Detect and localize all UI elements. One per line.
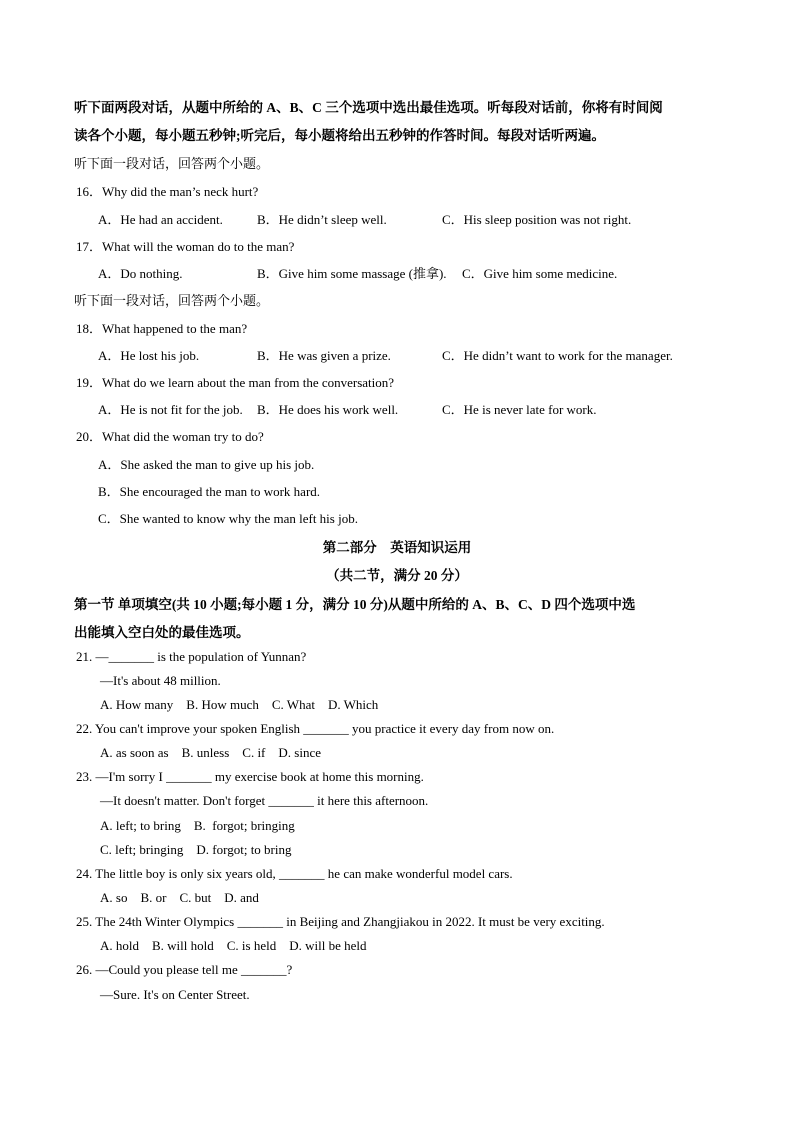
question-20-option-b: B．She encouraged the man to work hard. [98,484,321,499]
listening-instructions-line2: 读各个小题，每小题五秒钟;听完后，每小题将给出五秒钟的作答时间。每段对话听两遍。 [74,128,605,143]
question-24-options: A. so B. or C. but D. and [100,890,259,905]
question-16-stem: 16．Why did the man’s neck hurt? [76,184,259,199]
question-23-options-row2: C. left; bringing D. forgot; to bring [100,842,292,857]
question-19-option-b: B．He does his work well. [257,402,399,417]
question-16-option-c: C．His sleep position was not right. [442,212,632,227]
section1-instructions-line2: 出能填入空白处的最佳选项。 [74,625,250,640]
question-23-stem: 23. —I'm sorry I _______ my exercise book at home this morning. [76,769,424,784]
question-17-option-b: B．Give him some massage (推拿). [257,266,447,281]
question-19-option-c: C．He is never late for work. [442,402,597,417]
dialog2-label: 听下面一段对话，回答两个小题。 [74,293,270,308]
question-18-option-b: B．He was given a prize. [257,348,391,363]
question-16-option-b: B．He didn’t sleep well. [257,212,387,227]
question-21-options: A. How many B. How much C. What D. Which [100,697,379,712]
question-26-stem: 26. —Could you please tell me _______? [76,962,293,977]
question-17-option-a: A．Do nothing. [98,266,183,281]
question-20-option-a: A．She asked the man to give up his job. [98,457,315,472]
question-23-reply: —It doesn't matter. Don't forget _______ it here this afternoon. [100,793,429,808]
question-25-stem: 25. The 24th Winter Olympics _______ in Beijing and Zhangjiakou in 2022. It must be very exciting. [76,914,605,929]
question-20-option-c: C．She wanted to know why the man left his job. [98,511,358,526]
part2-title: 第二部分 英语知识运用 [322,540,472,555]
question-19-stem: 19．What do we learn about the man from the conversation? [76,375,395,390]
question-18-stem: 18．What happened to the man? [76,321,248,336]
listening-instructions-line1: 听下面两段对话，从题中所给的 A、B、C 三个选项中选出最佳选项。听每段对话前，你将有时间阅 [74,100,663,115]
part2-subtitle: （共二节，满分 20 分） [326,568,468,583]
question-16-option-a: A．He had an accident. [98,212,223,227]
question-21-reply: —It's about 48 million. [100,673,221,688]
question-18-option-c: C．He didn’t want to work for the manager. [442,348,673,363]
question-20-stem: 20．What did the woman try to do? [76,429,264,444]
question-25-options: A. hold B. will hold C. is held D. will be held [100,938,367,953]
question-17-option-c: C．Give him some medicine. [462,266,618,281]
question-18-option-a: A．He lost his job. [98,348,200,363]
question-23-options-row1: A. left; to bring B. forgot; bringing [100,818,295,833]
question-19-option-a: A．He is not fit for the job. [98,402,243,417]
question-24-stem: 24. The little boy is only six years old, _______ he can make wonderful model cars. [76,866,513,881]
section1-instructions-line1: 第一节 单项填空(共 10 小题;每小题 1 分，满分 10 分)从题中所给的 A、B、C、D 四个选项中选 [74,597,636,612]
question-17-stem: 17．What will the woman do to the man? [76,239,295,254]
dialog1-label: 听下面一段对话，回答两个小题。 [74,156,270,171]
question-26-reply: —Sure. It's on Center Street. [100,987,250,1002]
question-22-options: A. as soon as B. unless C. if D. since [100,745,321,760]
question-21-stem: 21. —_______ is the population of Yunnan? [76,649,307,664]
question-22-stem: 22. You can't improve your spoken English _______ you practice it every day from now on. [76,721,555,736]
